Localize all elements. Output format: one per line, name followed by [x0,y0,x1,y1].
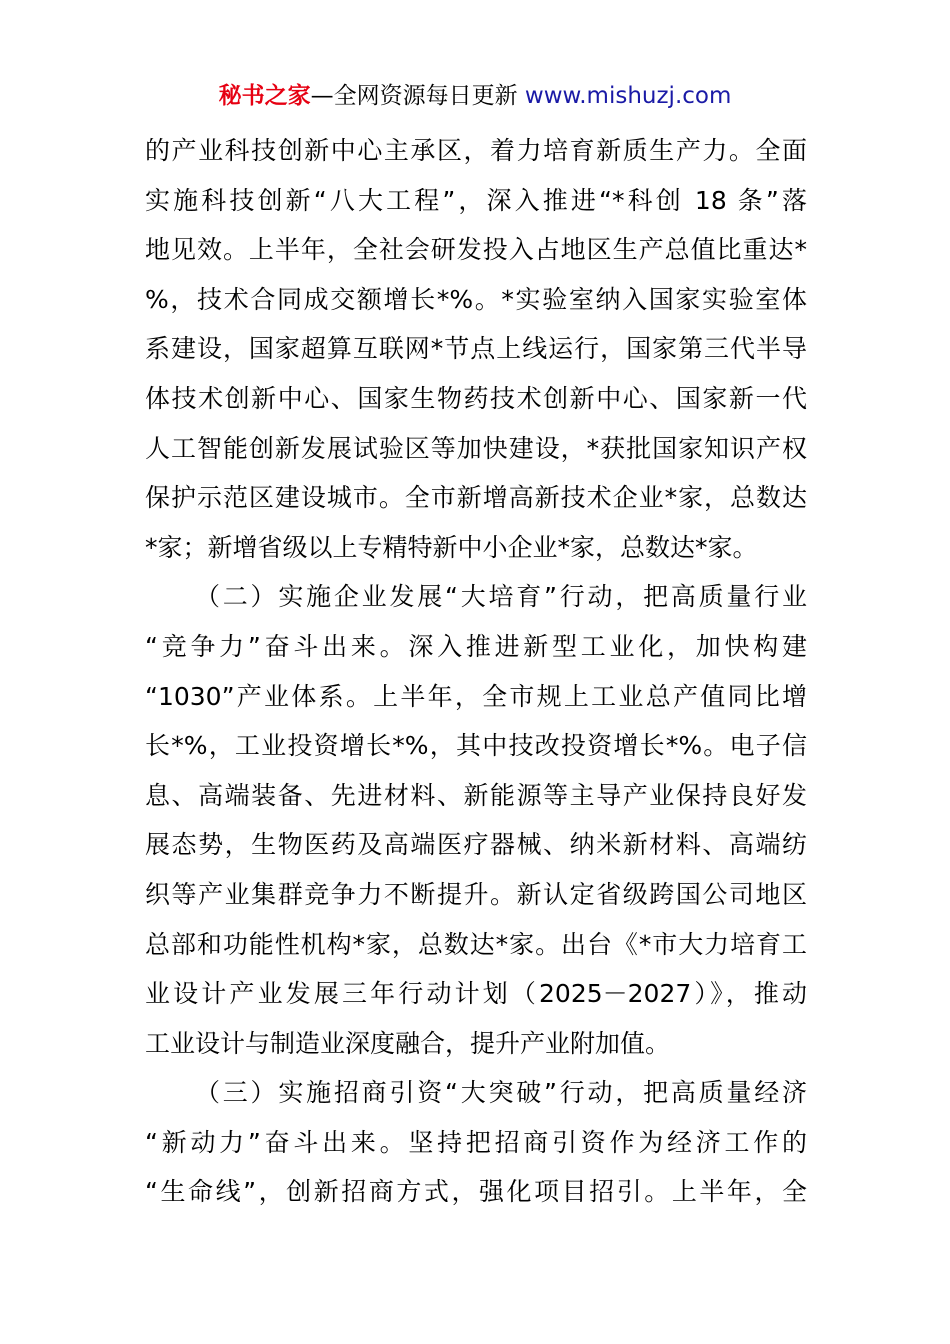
text-line: 展态势，生物医药及高端医疗器械、纳米新材料、高端纺 [145,830,807,860]
text-line: 人工智能创新发展试验区等加快建设，*获批国家知识产权 [145,433,807,463]
site-brand: 秘书之家 [218,83,311,109]
text-line: %，技术合同成交额增长*%。*实验室纳入国家实验室体 [145,284,807,314]
text-line: 业设计产业发展三年行动计划（2025－2027）》，推动 [145,979,807,1009]
text-line: 的产业科技创新中心主承区，着力培育新质生产力。全面 [145,136,807,165]
text-line: *家；新增省级以上专精特新中小企业*家，总数达*家。 [145,532,758,562]
text-line: 织等产业集群竞争力不断提升。新认定省级跨国公司地区 [145,879,807,909]
site-url-link[interactable]: www.mishuzj.com [524,83,732,109]
site-slogan: —全网资源每日更新 [310,83,518,109]
text-line: 实施科技创新“八大工程”，深入推进“*科创 18 条”落 [145,185,807,215]
text-line: “竞争力”奋斗出来。深入推进新型工业化，加快构建 [145,631,807,661]
text-line: “生命线”，创新招商方式，强化项目招引。上半年，全 [145,1177,807,1207]
site-header [0,80,950,112]
text-line: 息、高端装备、先进材料、新能源等主导产业保持良好发 [145,780,807,810]
text-line: 系建设，国家超算互联网*节点上线运行，国家第三代半导 [145,334,807,364]
section-heading-line: （三）实施招商引资“大突破”行动，把高质量经济 [195,1078,807,1108]
text-line: 工业设计与制造业深度融合，提升产业附加值。 [145,1028,671,1058]
text-line: “1030”产业体系。上半年，全市规上工业总产值同比增 [145,681,807,711]
text-line: “新动力”奋斗出来。坚持把招商引资作为经济工作的 [145,1127,807,1157]
text-line: 地见效。上半年，全社会研发投入占地区生产总值比重达* [145,235,807,265]
text-line: 长*%，工业投资增长*%，其中技改投资增长*%。电子信 [145,731,807,761]
text-line: 体技术创新中心、国家生物药技术创新中心、国家新一代 [145,383,807,413]
text-line: 总部和功能性机构*家，总数达*家。出台《*市大力培育工 [145,929,807,959]
text-line: 保护示范区建设城市。全市新增高新技术企业*家，总数达 [145,483,807,513]
section-heading-line: （二）实施企业发展“大培育”行动，把高质量行业 [195,582,807,612]
document-body [145,126,807,1217]
